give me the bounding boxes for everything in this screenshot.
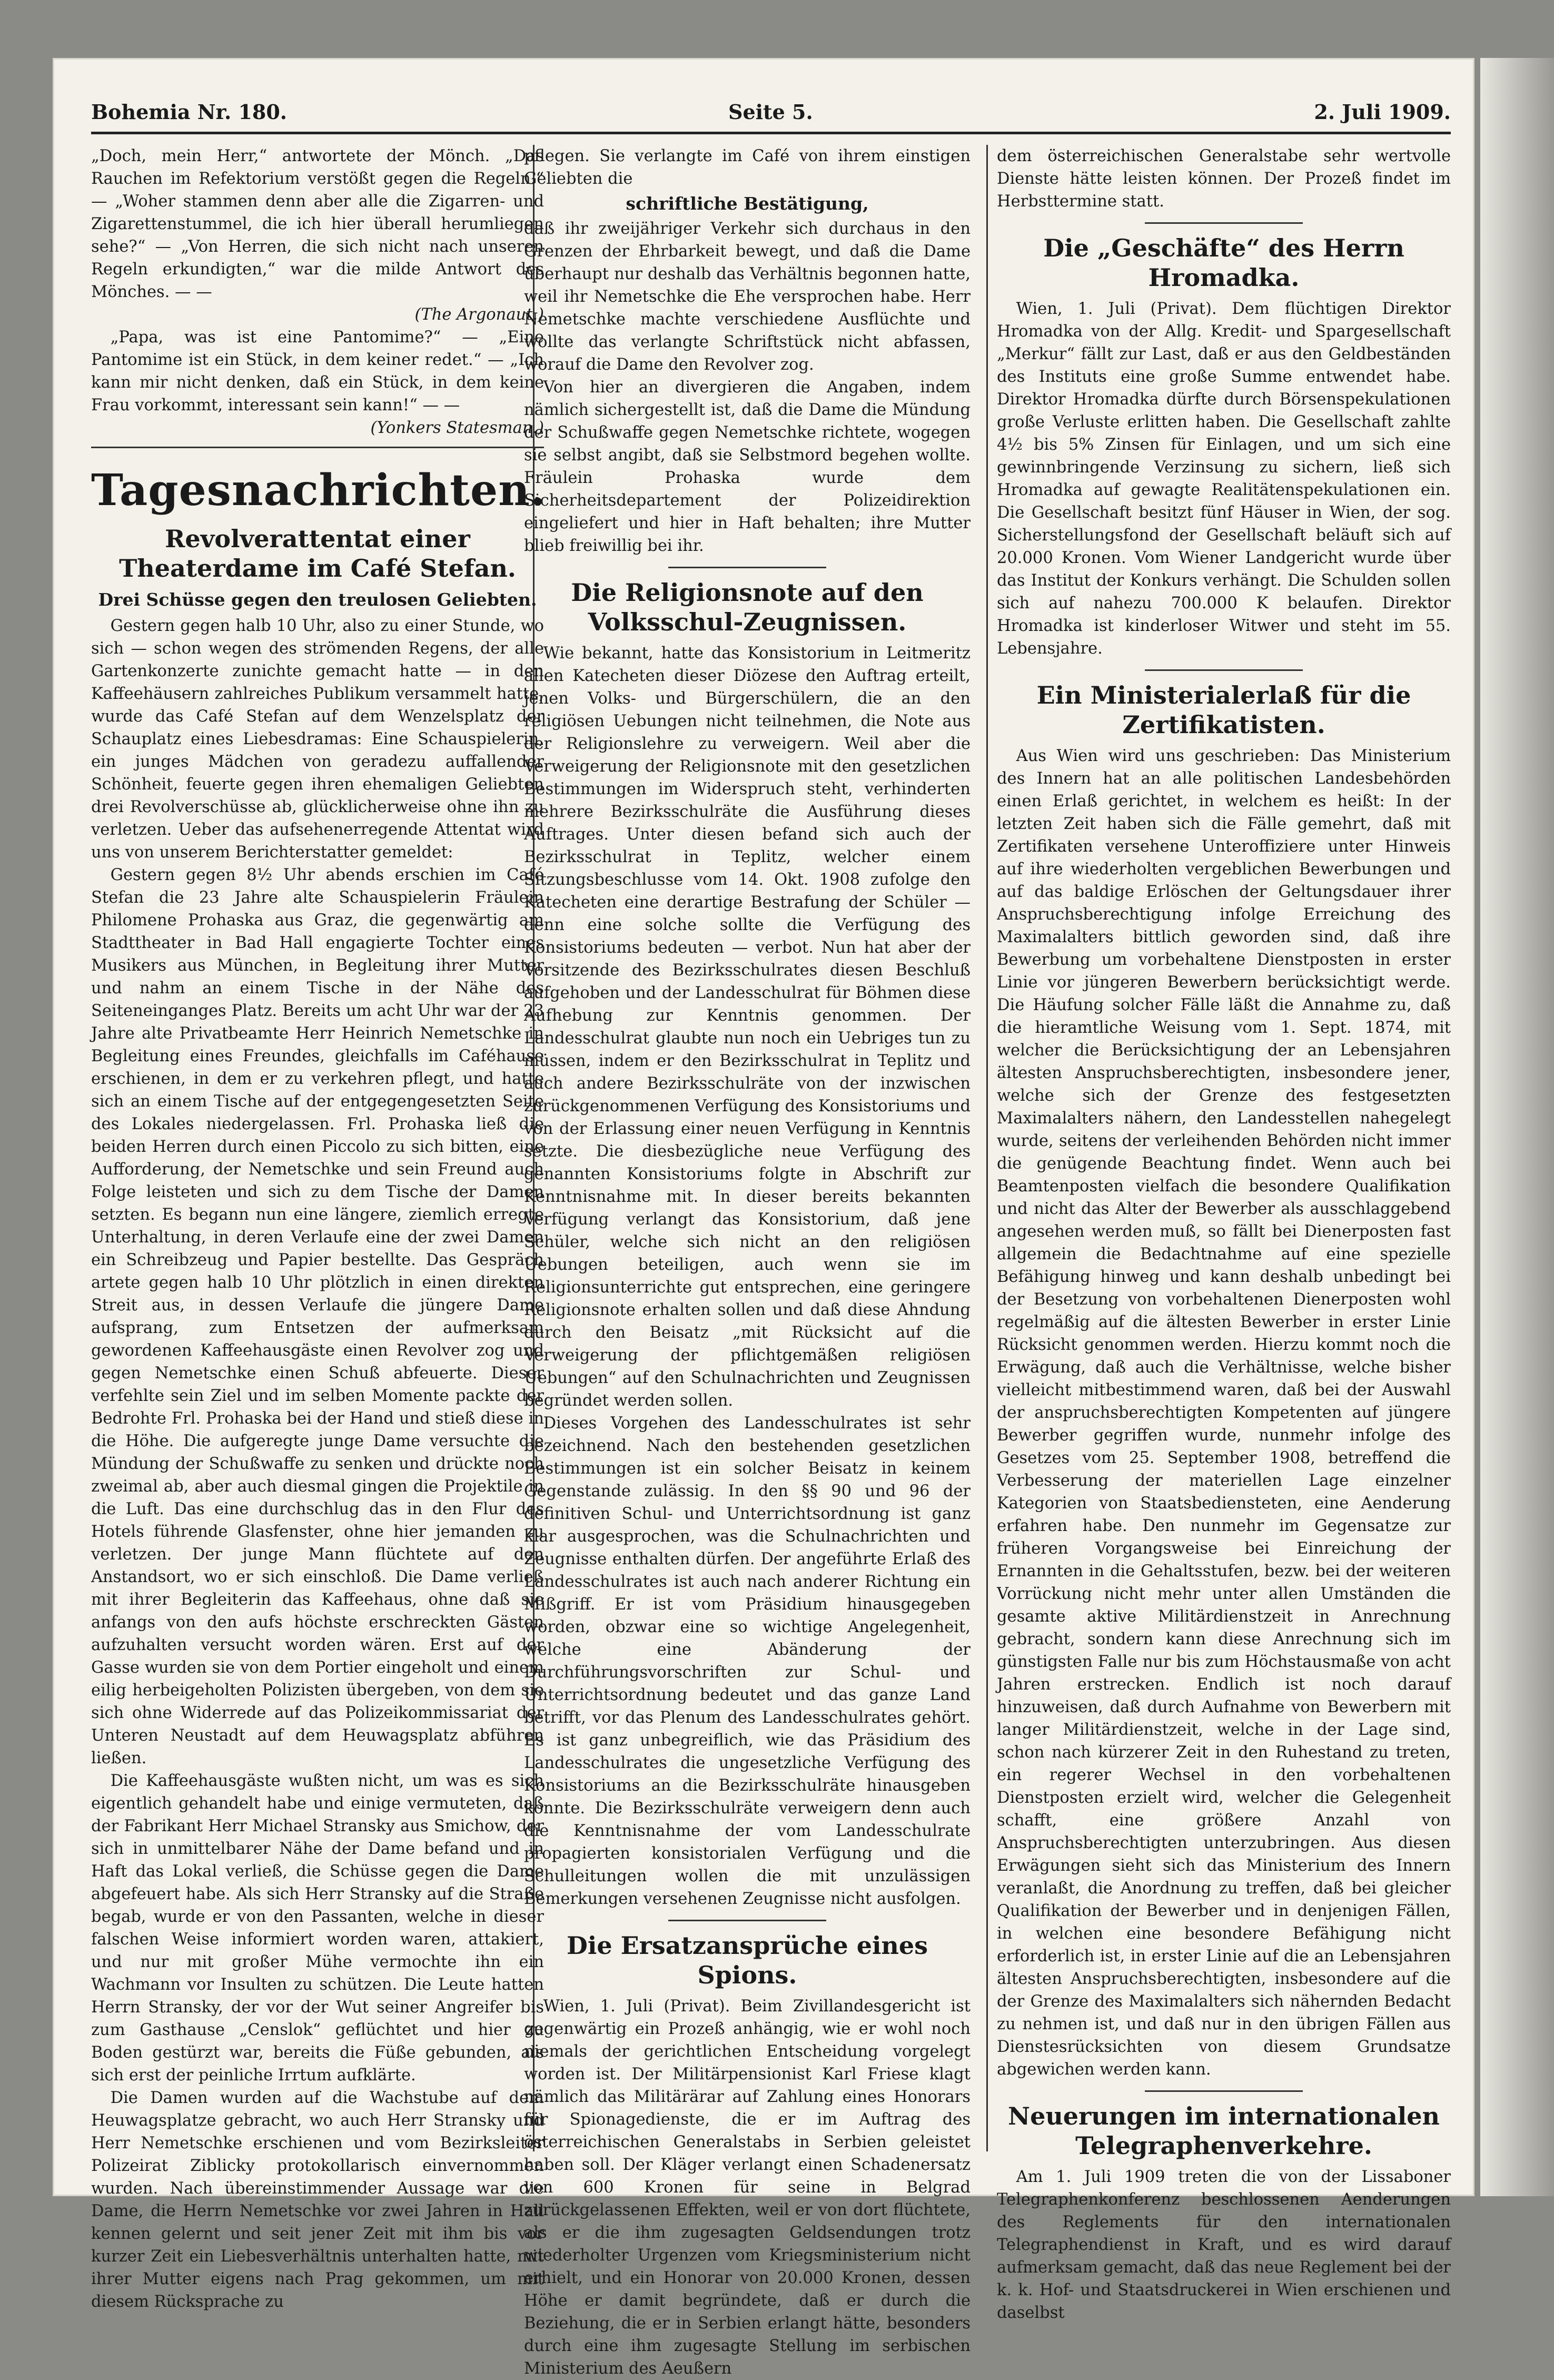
article-paragraph: daß ihr zweijähriger Verkehr sich durchaus in den Grenzen der Ehrbarkeit bewegt, und daß die Dame überhaupt nur deshalb das Verhältnis begonnen hatte, weil ihr Nemetschke die Ehe versprochen habe. Herr Nemetschke machte verschiedene Ausflüchte und wollte das verlangte Schriftstück nicht abfassen, worauf die Dame den Revolver zog. bbox=[524, 220, 971, 374]
article-paragraph: Wien, 1. Juli (Privat). Dem flüchtigen Direktor Hromadka von der Allg. Kredit- und Spargesellschaft „Merkur“ fällt zur Last, daß er aus den Geldbeständen des Instituts eine große Summe entwendet habe. Direktor Hromadka dürfte durch Börsenspekulationen große Verluste erlitten haben. Die Gesellschaft zahlte 4½ bis 5% Zinsen für Einlagen, und um sich eine gewinnbringende Verzinsung zu sichern, ließ sich Hromadka auf gewagte Realitätenspekulationen ein. Die Gesellschaft besitzt fünf Häuser in Wien, der sog. Sicherstellungsfond der Gesellschaft beläuft sich auf 20.000 Kronen. Vom Wiener Landgericht wurde über das Institut der Konkurs verhängt. Die Schulden sollen sich auf nahezu 700.000 K belaufen. Direktor Hromadka ist kinderloser Witwer und steht im 55. Lebensjahre. bbox=[997, 300, 1451, 658]
newspaper-page bbox=[53, 58, 1474, 2378]
article-paragraph: Gestern gegen halb 10 Uhr, also zu einer Stunde, wo sich — schon wegen des strömenden Regens, der alle Gartenkonzerte zunichte gemacht hatte — in den Kaffeehäusern zahlreiches Publikum versammelt hatte, wurde das Café Stefan auf dem Wenzelsplatz der Schauplatz eines Liebesdramas: Eine Schauspielerin, ein junges Mädchen von geradezu auffallender Schönheit, feuerte gegen ihren ehemaligen Geliebten drei Revolverschüsse ab, glücklicherweise ohne ihn zu verletzen. Ueber das aufsehenerregende Attentat wird uns von unserem Berichterstatter gemeldet: bbox=[91, 617, 544, 862]
article-title-telegraph: Neuerungen im internationalen Telegraphenverkehre. bbox=[1008, 2102, 1440, 2160]
inline-heading-confirmation: schriftliche Bestätigung, bbox=[626, 193, 869, 214]
article-paragraph: Wien, 1. Juli (Privat). Beim Zivillandesgericht ist gegenwärtig ein Prozeß anhängig, wie er wohl noch niemals der gerichtlichen Entscheidung vorgelegt worden ist. Der Militärpensionist Karl Friese klagt nämlich das Militärärar auf Zahlung eines Honorars für Spionagedienste, die er im Auftrag des österreichischen Generalstabs in Serbien geleistet haben soll. Der Kläger verlangt einen Schadenersatz von 600 Kronen für seine in Belgrad zurückgelassenen Effekten, weil er von dort flüchtete, als er die ihm zugesagten Geldsendungen trotz wiederholter Urgenzen vom Kriegsministerium nicht erhielt, und ein Honorar von 20.000 Kronen, dessen Höhe er damit begründete, daß er durch die Beziehung, die er in Serbien erlangt hätte, besonders durch eine ihm zugesagte Stellung im serbischen Ministerium des Aeußern bbox=[524, 1997, 971, 2378]
publication-issue: Bohemia Nr. 180. bbox=[91, 100, 288, 124]
column-3 bbox=[997, 145, 1451, 2324]
article-title-religion: Die Religionsnote auf den Volksschul-Zeugnissen. bbox=[571, 578, 924, 636]
article-divider bbox=[1145, 2090, 1303, 2092]
anecdote-source-1: (The Argonaut.) bbox=[414, 305, 544, 324]
publication-date: 2. Juli 1909. bbox=[1314, 100, 1451, 124]
column-rule-2 bbox=[986, 145, 988, 2151]
article-paragraph: Die Kaffeehausgäste wußten nicht, um was es sich eigentlich gehandelt habe und einige vermuteten, daß der Fabrikant Herr Michael Stransky aus Smichow, der sich in unmittelbarer Nähe der Dame befand und in Haft das Lokal verließ, die Schüsse gegen die Dame abgefeuert habe. Als sich Herr Stransky auf die Straße begab, wurde er von den Passanten, welche in dieser falschen Weise informiert worden waren, attakiert, und nur mit großer Mühe vermochte ihn ein Wachmann vor Insulten zu schützen. Die Leute hatten Herrn Stransky, der vor der Wut seiner Angreifer bis zum Gasthause „Censlok“ geflüchtet und hier zu Boden gestürzt war, bereits die Füße gebunden, als sich erst der peinliche Irrtum aufklärte. bbox=[91, 1772, 544, 2085]
page-edge-shadow bbox=[1480, 58, 1554, 2196]
column-1 bbox=[91, 145, 544, 2313]
article-divider bbox=[1145, 669, 1303, 671]
anecdote-pantomime: „Papa, was ist eine Pantomime?“ — „Eine Pantomime ist ein Stück, in dem keiner redet.“ — „Ich kann mir nicht denken, daß ein Stück, in dem keine Frau vorkommt, interessant sein kann!“ — — bbox=[91, 328, 544, 414]
section-divider bbox=[91, 447, 544, 448]
article-divider bbox=[1145, 222, 1303, 224]
article-paragraph: Die Damen wurden auf die Wachstube auf dem Heuwagsplatze gebracht, wo auch Herr Stransky und Herr Nemetschke erschienen und vom Bezirksleiter Polizeirat Ziblicky protokollarisch einvernommen wurden. Nach übereinstimmender Aussage war die Dame, die Herrn Nemetschke vor zwei Jahren in Hall kennen gelernt und seit jener Zeit mit ihm bis vor kurzer Zeit ein Liebesverhältnis unterhalten hatte, mit ihrer Mutter eigens nach Prag gekommen, um mit diesem Rücksprache zu bbox=[91, 2089, 544, 2311]
article-paragraph: Gestern gegen 8½ Uhr abends erschien im Café Stefan die 23 Jahre alte Schauspielerin Fräulein Philomene Prohaska aus Graz, die gegenwärtig am Stadttheater in Bad Hall engagierte Tochter eines Musikers aus München, in Begleitung ihrer Mutter und nahm an einem Tische in der Nähe des Seiteneinganges Platz. Bereits um acht Uhr war der 23 Jahre alte Privatbeamte Herr Heinrich Nemetschke in Begleitung eines Freundes, gleichfalls im Caféhause erschienen, in dem er zu verkehren pflegt, und hatte sich an einem Tische auf der entgegengesetzten Seite des Lokales niedergelassen. Frl. Prohaska ließ die beiden Herren durch einen Piccolo zu sich bitten, eine Aufforderung, der Nemetschke und sein Freund auch Folge leisteten und sich zu dem Tische der Damen setzten. Es begann nun eine längere, ziemlich erregte Unterhaltung, in deren Verlaufe eine der zwei Damen ein Schreibzeug und Papier bestellte. Das Gespräch artete gegen halb 10 Uhr plötzlich in einen direkten Streit aus, in dessen Verlaufe die jüngere Dame aufsprang, zum Entsetzen der aufmerksam gewordenen Kaffeehausgäste einen Revolver zog und gegen Nemetschke einen Schuß abfeuerte. Dieser verfehlte sein Ziel und im selben Momente packte der Bedrohte Frl. Prohaska bei der Hand und stieß diese in die Höhe. Die aufgeregte junge Dame versuchte die Mündung der Schußwaffe zu senken und drückte noch zweimal ab, aber auch diesmal gingen die Projektile in die Luft. Das eine durchschlug das in den Flur des Hotels führende Glasfenster, ohne hier jemanden zu verletzen. Der junge Mann flüchtete auf den Anstandsort, wo er sich einschloß. Die Dame verließ mit ihrer Begleiterin das Kaffeehaus, ohne daß sie anfangs von den aufs höchste erschreckten Gästen aufzuhalten versucht worden wären. Erst auf der Gasse wurden sie von dem Portier eingeholt und einem eilig herbeigeholten Polizisten übergeben, von dem sie sich ohne Widerrede auf das Polizeikommissariat der Unteren Neustadt auf dem Heuwagsplatz abführen ließen. bbox=[91, 866, 544, 1767]
section-title: Tagesnachrichten. bbox=[91, 465, 546, 516]
article-continuation: pflegen. Sie verlangte im Café von ihrem einstigen Geliebten die bbox=[524, 147, 971, 188]
article-divider bbox=[668, 567, 826, 568]
article-paragraph: Aus Wien wird uns geschrieben: Das Ministerium des Innern hat an alle politischen Landesbehörden einen Erlaß gerichtet, in welchem es heißt: In der letzten Zeit haben sich die Fälle gemehrt, daß mit Zertifikaten versehene Unteroffiziere unter Hinweis auf ihre wiederholten vergeblichen Bewerbungen und auf das baldige Erlöschen der Geltungsdauer ihrer Anspruchsberechtigung infolge Erreichung des Maximalalters bittlich geworden sind, daß ihre Bewerbung um vorbehaltene Dienstposten in erster Linie vor jüngeren Bewerbern berücksichtigt werde. Die Häufung solcher Fälle läßt die Annahme zu, daß die hieramtliche Weisung vom 1. Sept. 1874, mit welcher die Berücksichtigung der an Lebensjahren ältesten Anspruchsberechtigten, insbesondere jener, welche sich der Grenze des festgesetzten Maximalalters nähern, den Landesstellen nahegelegt wurde, seitens der verleihenden Behörden nicht immer die genügende Beachtung findet. Wenn auch bei Beamtenposten vielfach die besondere Qualifikation und nicht das Alter der Bewerber als ausschlaggebend angesehen werden muß, so fällt bei Dienerposten fast allgemein die Bedachtnahme auf eine spezielle Befähigung hinweg und kann deshalb unbedingt bei der Besetzung von vorbehaltenen Dienerposten wohl regelmäßig auf die ältesten Bewerber in erster Linie Rücksicht genommen werden. Hierzu kommt noch die Erwägung, daß auch die Verhältnisse, welche bisher vielleicht mitbestimmend waren, daß bei der Auswahl der anspruchsberechtigten Kompetenten auf jüngere Bewerber gegriffen wurde, nunmehr infolge des Gesetzes vom 25. September 1908, betreffend die Verbesserung der materiellen Lage einzelner Kategorien von Staatsbediensteten, eine Aenderung erfahren habe. Den nunmehr im Gegensatze zur früheren Vorgangsweise bei Einreichung der Ernannten in die Gehaltsstufen, bezw. bei der weiteren Vorrückung nicht mehr unter allen Umständen die gesamte aktive Militärdienstzeit in Anrechnung gebracht, sondern kann diese Anrechnung sich im günstigsten Falle nur bis zum Höchstausmaße von acht Jahren erstrecken. Endlich ist noch darauf hinzuweisen, daß durch Aufnahme von Bewerbern mit langer Militärdienstzeit, welche in der Lage sind, schon nach kürzerer Zeit in den Ruhestand zu treten, ein regerer Wechsel in den vorbehaltenen Dienstposten erzielt wird, welcher die Gelegenheit schafft, eine größere Anzahl von Anspruchsberechtigten unterzubringen. Aus diesen Erwägungen sieht sich das Ministerium des Innern veranlaßt, die Anordnung zu treffen, daß bei gleicher Qualifikation der Bewerber und in denjenigen Fällen, in welchen eine besondere Befähigung nicht erforderlich ist, in erster Linie auf die an Lebensjahren ältesten Anspruchsberechtigten, insbesondere auf die der Grenze des Maximalalters sich nähernden Bedacht zu nehmen ist, und daß nur in den übrigen Fällen aus Dienstesrücksichten von diesem Grundsatze abgewichen werden kann. bbox=[997, 747, 1451, 2079]
article-subtitle-revolver: Drei Schüsse gegen den treulosen Geliebten. bbox=[98, 589, 537, 610]
article-title-revolver: Revolverattentat einer Theaterdame im Café Stefan. bbox=[119, 525, 516, 582]
article-title-ministry: Ein Ministerialerlaß für die Zertifikatisten. bbox=[1036, 681, 1411, 739]
article-continuation: dem österreichischen Generalstabe sehr wertvolle Dienste hätte leisten können. Der Prozeß findet im Herbsttermine statt. bbox=[997, 147, 1451, 211]
header-rule bbox=[91, 132, 1451, 134]
article-title-hromadka: Die „Geschäfte“ des Herrn Hromadka. bbox=[1043, 234, 1404, 292]
page-number: Seite 5. bbox=[728, 100, 813, 124]
column-2 bbox=[524, 145, 971, 2380]
article-paragraph: Von hier an divergieren die Angaben, indem nämlich sichergestellt ist, daß die Dame die Mündung der Schußwaffe gegen Nemetschke richtete, wogegen sie selbst angibt, daß sie Selbstmord begehen wollte. Fräulein Prohaska wurde dem Sicherheitsdepartement der Polizeidirektion eingeliefert und hier in Haft behalten; ihre Mutter blieb freiwillig bei ihr. bbox=[524, 378, 971, 555]
article-paragraph: Dieses Vorgehen des Landesschulrates ist sehr bezeichnend. Nach den bestehenden gesetzlichen Bestimmungen ist ein solcher Beisatz in keinem Gegenstande zulässig. In den §§ 90 und 96 der definitiven Schul- und Unterrichtsordnung ist ganz klar ausgesprochen, was die Schulnachrichten und Zeugnisse enthalten dürfen. Der angeführte Erlaß des Landesschulrates ist auch nach anderer Richtung ein Mißgriff. Er ist vom Präsidium hinausgegeben worden, obzwar eine so wichtige Angelegenheit, welche eine Abänderung der Durchführungsvorschriften zur Schul- und Unterrichtsordnung bedeutet und das ganze Land betrifft, vor das Plenum des Landesschulrates gehört. Es ist ganz unbegreiflich, wie das Präsidium des Landesschulrates die ungesetzliche Verfügung des Konsistoriums an die Bezirksschulräte hinausgeben konnte. Die Bezirksschulräte verweigern denn auch die Kenntnisnahme der vom Landesschulrate propagierten konsistorialen Verfügung und die Schulleitungen wollen die mit unzulässigen Bemerkungen versehenen Zeugnisse nicht ausfolgen. bbox=[524, 1414, 971, 1908]
article-paragraph: Wie bekannt, hatte das Konsistorium in Leitmeritz allen Katecheten dieser Diözese den Auftrag erteilt, jenen Volks- und Bürgerschülern, die an den religiösen Uebungen nicht teilnehmen, die Note aus der Religionslehre zu verweigern. Weil aber die Verweigerung der Religionsnote mit den gesetzlichen Bestimmungen im Widerspruch steht, verhinderten mehrere Bezirksschulräte die Ausführung dieses Auftrages. Unter diesen befand sich auch der Bezirksschulrat in Teplitz, welcher einem Sitzungsbeschlusse vom 14. Okt. 1908 zufolge den Katecheten eine derartige Bestrafung der Schüler — denn eine solche sollte die Verfügung des Konsistoriums bedeuten — verbot. Nun hat aber der Vorsitzende des Bezirksschulrates diesen Beschluß aufgehoben und der Landesschulrat für Böhmen diese Aufhebung zur Kenntnis genommen. Der Landesschulrat glaubte nun noch ein Uebriges tun zu müssen, indem er den Bezirksschulrat in Teplitz und auch andere Bezirksschulräte von der inzwischen zurückgenommenen Verfügung des Konsistoriums und von der Erlassung einer neuen Verfügung in Kenntnis setzte. Die diesbezügliche neue Verfügung des genannten Konsistoriums folgte in Abschrift zur Kenntnisnahme mit. In dieser bereits bekannten Verfügung verlangt das Konsistorium, daß jene Schüler, welche sich nicht an den religiösen Uebungen beteiligen, auch wenn sie im Religionsunterrichte gut entsprechen, eine geringere Religionsnote erhalten sollen und daß diese Ahndung durch den Beisatz „mit Rücksicht auf die Verweigerung der pflichtgemäßen religiösen Uebungen“ auf den Schulnachrichten und Zeugnissen begründet werden sollen. bbox=[524, 644, 971, 1410]
anecdote-source-2: (Yonkers Statesman.) bbox=[370, 419, 544, 437]
article-paragraph: Am 1. Juli 1909 treten die von der Lissaboner Telegraphenkonferenz beschlossenen Aenderungen des Reglements für den internationalen Telegraphendienst in Kraft, und es wird darauf aufmerksam gemacht, daß das neue Reglement bei der k. k. Hof- und Staatsdruckerei in Wien erschienen und daselbst bbox=[997, 2168, 1451, 2322]
article-title-spy: Die Ersatzansprüche eines Spions. bbox=[566, 1931, 928, 1989]
anecdote-monk: „Doch, mein Herr,“ antwortete der Mönch. „Das Rauchen im Refektorium verstößt gegen die Regeln.“ — „Woher stammen denn aber alle die Zigarren- und Zigarettenstummel, die ich hier überall herumliegen sehe?“ — „Von Herren, die sich nicht nach unseren Regeln erkundigten,“ war die milde Antwort des Mönches. — — bbox=[91, 147, 544, 301]
article-divider bbox=[668, 1920, 826, 1921]
page-header bbox=[91, 100, 1451, 132]
